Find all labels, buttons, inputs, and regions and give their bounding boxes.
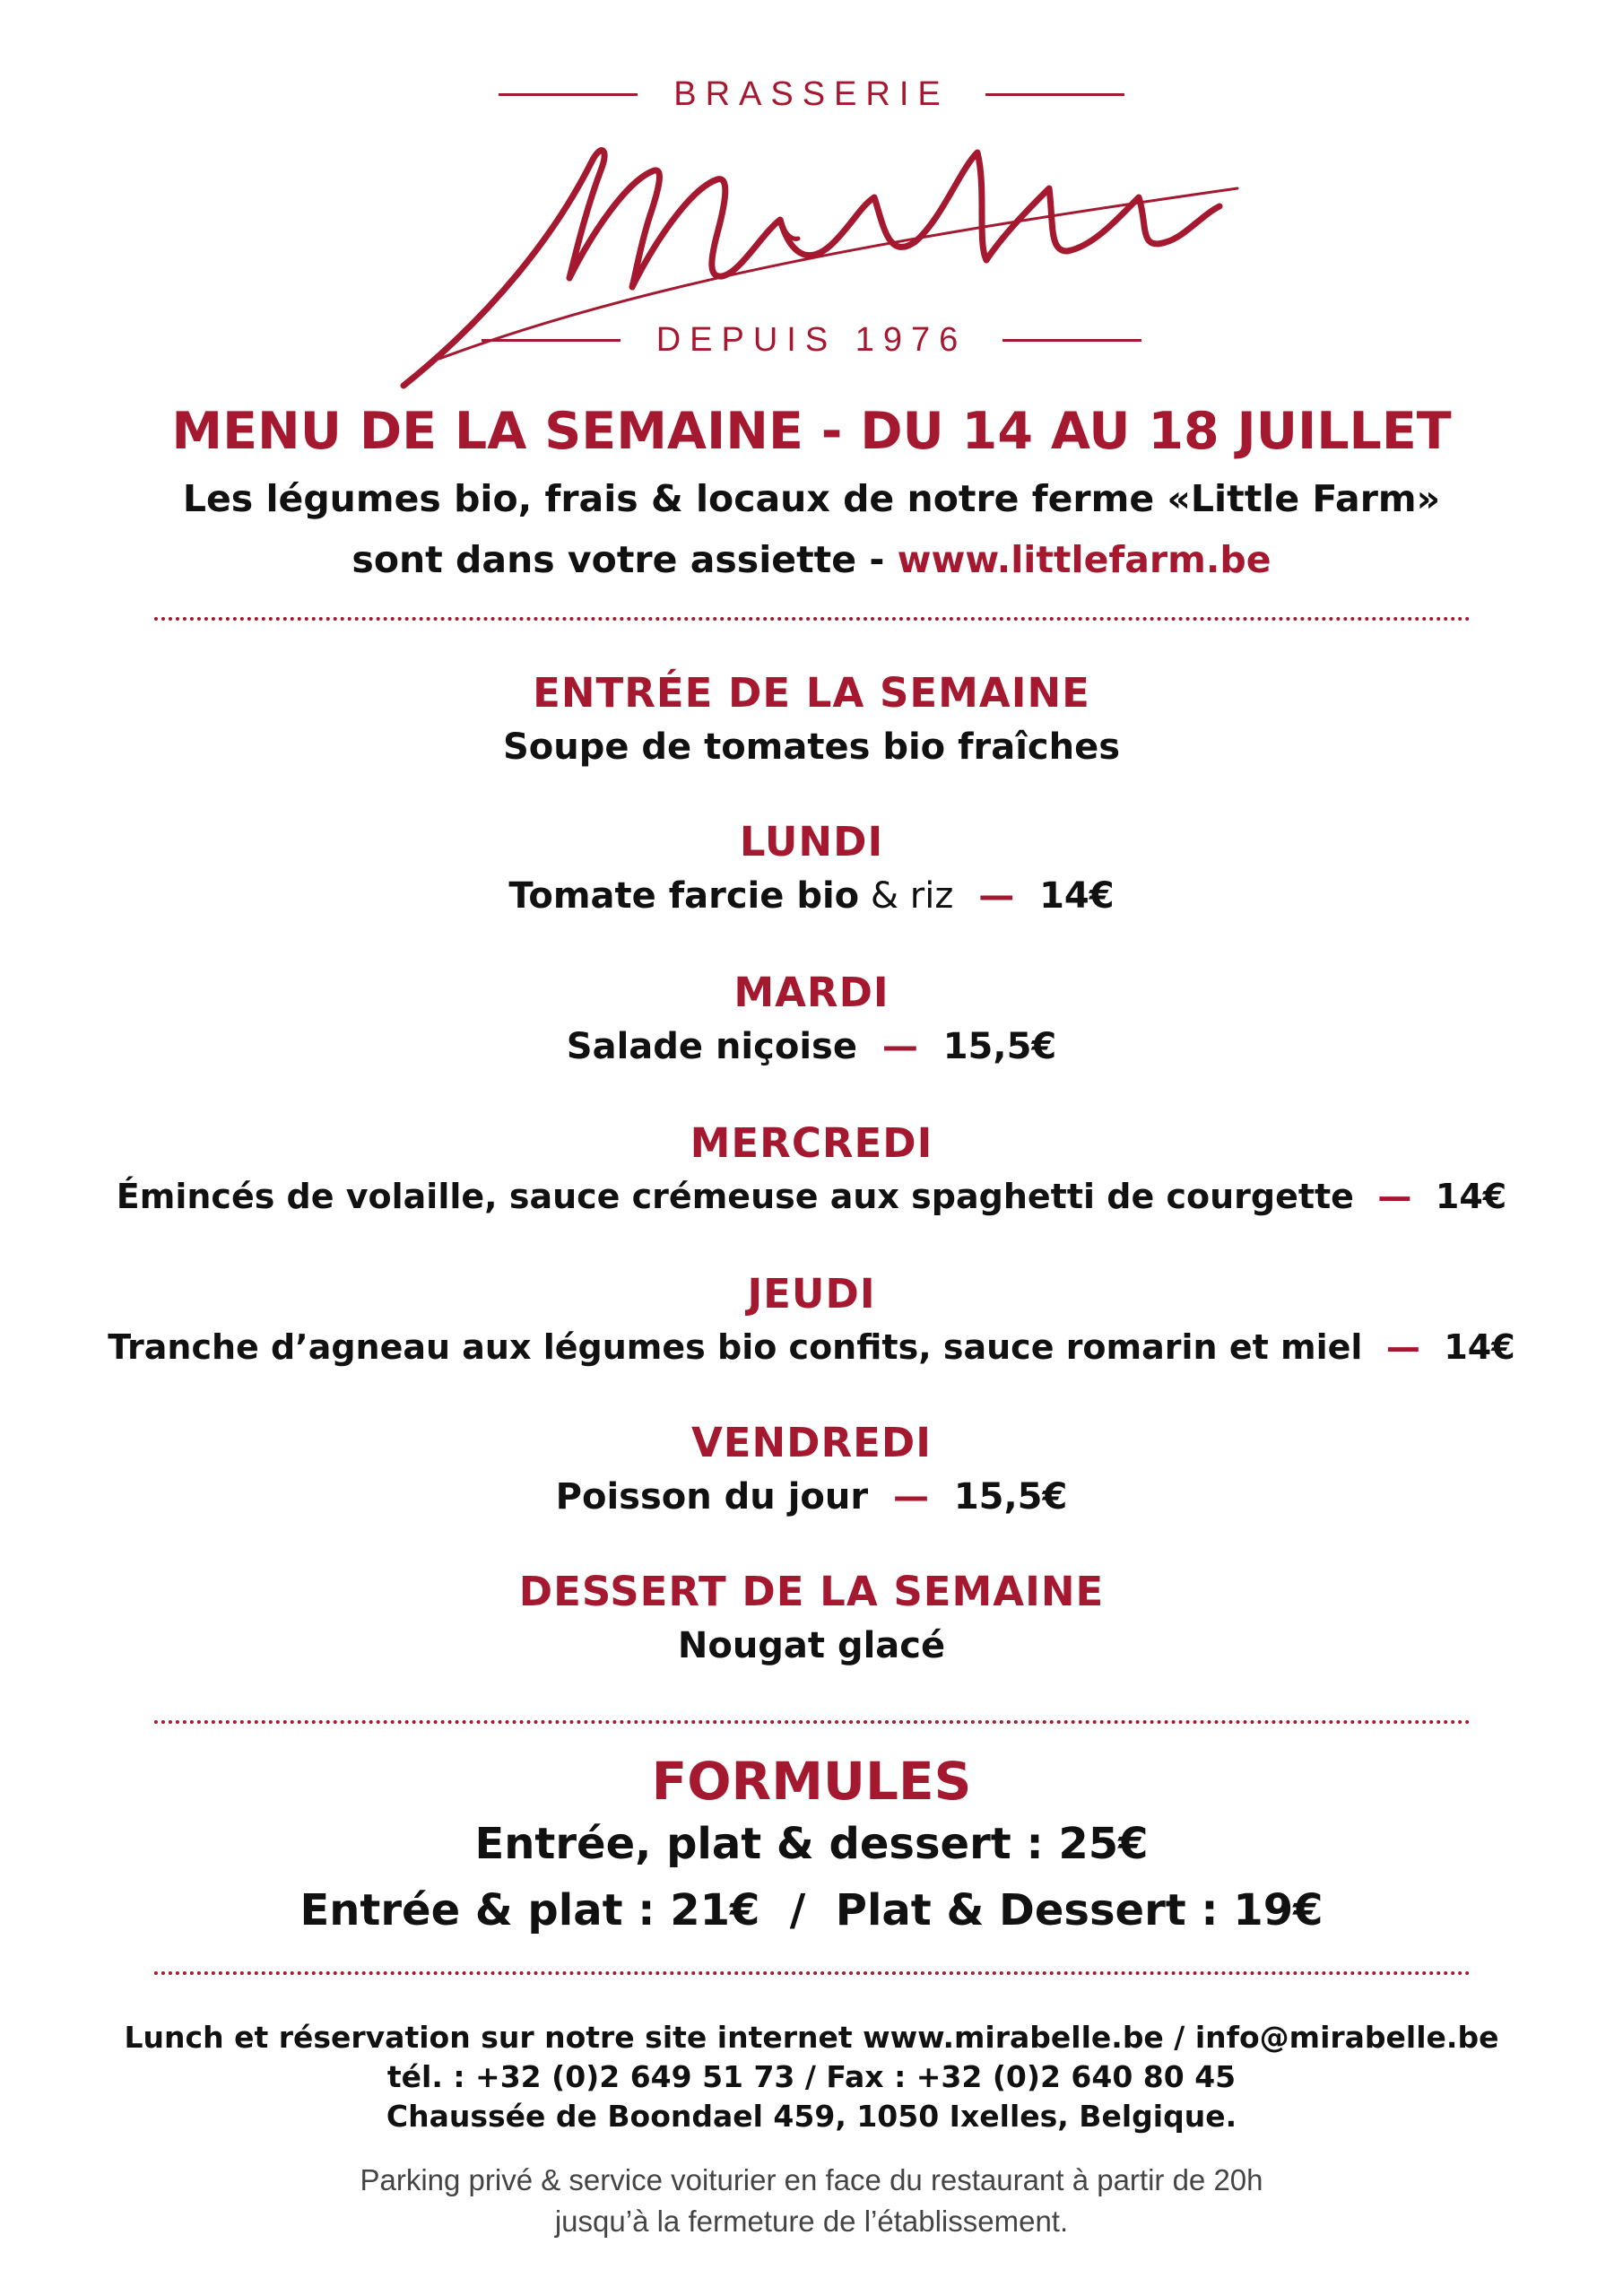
jeudi-dish: Tranche d’agneau aux légumes bio confits, sauce romarin et miel: [108, 1327, 1363, 1367]
jeudi-price: 14€: [1444, 1327, 1515, 1367]
subtitle-line1: Les légumes bio, frais & locaux de notre ferme «Little Farm»: [182, 477, 1441, 520]
footer-contact-line: Lunch et réservation sur notre site internet www.mirabelle.be / info@mirabelle.be: [124, 2020, 1499, 2055]
lundi-dash: —: [978, 875, 1015, 917]
parking-note-line2: jusqu’à la fermeture de l’établissement.: [554, 2205, 1069, 2238]
mardi-price: 15,5€: [942, 1026, 1057, 1067]
subtitle-line2: [0, 538, 1623, 581]
parking-note-line1: Parking privé & service voiturier en face du restaurant à partir de 20h: [360, 2163, 1263, 2196]
dotted-divider: [154, 1720, 1471, 1724]
lundi-dish-side: & riz: [859, 875, 954, 917]
littlefarm-link[interactable]: www.littlefarm.be: [897, 538, 1271, 581]
mardi-heading: MARDI: [733, 969, 890, 1016]
formule-line1: Entrée, plat & dessert : 25€: [474, 1819, 1149, 1869]
dotted-divider: [154, 617, 1471, 621]
brasserie-label: BRASSERIE: [673, 75, 950, 113]
vendredi-price: 15,5€: [953, 1476, 1068, 1518]
mercredi-heading: MERCREDI: [690, 1119, 933, 1167]
subtitle-text: sont dans votre assiette -: [352, 538, 898, 581]
lundi-dish: Tomate farcie bio: [508, 875, 860, 917]
page-title: MENU DE LA SEMAINE - DU 14 AU 18 JUILLET: [171, 402, 1452, 461]
brasserie-row: [0, 75, 1623, 114]
divider-line-right: [985, 93, 1124, 96]
lundi-heading: LUNDI: [739, 818, 884, 865]
lundi-price: 14€: [1039, 875, 1115, 917]
jeudi-dash: —: [1385, 1327, 1420, 1367]
divider-line-left: [482, 339, 621, 342]
vendredi-dash: —: [892, 1476, 929, 1518]
entree-dish: Soupe de tomates bio fraîches: [502, 726, 1121, 768]
mercredi-dish: Émincés de volaille, sauce crémeuse aux spaghetti de courgette: [116, 1177, 1354, 1216]
vendredi-dish: Poisson du jour: [555, 1476, 869, 1518]
entree-heading: ENTRÉE DE LA SEMAINE: [533, 669, 1090, 717]
mercredi-price: 14€: [1435, 1177, 1507, 1216]
depuis-row: [0, 321, 1623, 360]
mercredi-item: [0, 1177, 1623, 1216]
formules-heading: FORMULES: [651, 1751, 972, 1812]
footer-phone-line: tél. : +32 (0)2 649 51 73 / Fax : +32 (0)2 640 80 45: [386, 2059, 1237, 2094]
divider-line-left: [499, 93, 638, 96]
vendredi-heading: VENDREDI: [690, 1419, 933, 1466]
dotted-divider: [154, 1971, 1471, 1975]
jeudi-heading: JEUDI: [747, 1270, 876, 1318]
lundi-item: [0, 875, 1623, 917]
mardi-item: [0, 1026, 1623, 1067]
formule-line2: Entrée & plat : 21€ / Plat & Dessert : 19€: [299, 1885, 1324, 1935]
mercredi-dash: —: [1377, 1177, 1412, 1216]
mardi-dash: —: [881, 1026, 918, 1067]
mardi-dish: Salade niçoise: [566, 1026, 857, 1067]
dessert-dish: Nougat glacé: [677, 1625, 946, 1666]
divider-line-right: [1002, 339, 1141, 342]
vendredi-item: [0, 1476, 1623, 1518]
jeudi-item: [0, 1327, 1623, 1367]
dessert-heading: DESSERT DE LA SEMAINE: [518, 1568, 1105, 1615]
since-label: DEPUIS 1976: [655, 321, 968, 359]
footer-address-line: Chaussée de Boondael 459, 1050 Ixelles, Belgique.: [386, 2099, 1237, 2134]
